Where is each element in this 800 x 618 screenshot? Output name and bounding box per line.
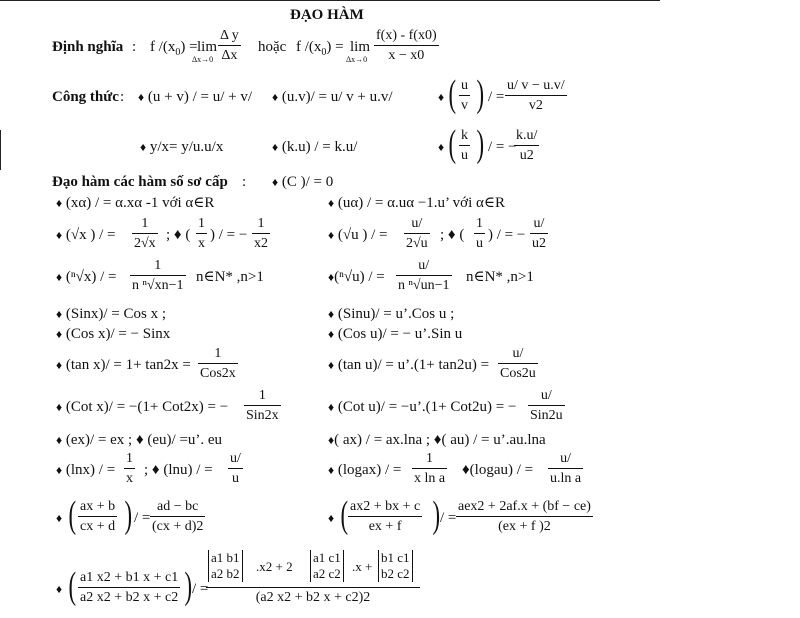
formula-cos-x [56, 327, 170, 342]
formula-power-x-text: (xα) / = α.xα -1 với α∈R [65, 195, 215, 211]
formula-rational-term-2: .x + [352, 559, 373, 574]
formula-reciprocal-lhs [459, 128, 470, 164]
bullet-icon: ♦ [56, 196, 63, 210]
definition-lhs-end: ) = [180, 39, 198, 55]
formula-sqrt-x [56, 228, 115, 243]
formula-cot-u-num: u/ [528, 388, 565, 406]
formula-ln-u-frac [228, 451, 243, 487]
determinant-ab-row-2: a2 b2 [211, 566, 240, 581]
formula-tan-x-den: Cos2x [200, 366, 236, 381]
formula-homographic-rhs-den: (cx + d)2 [152, 519, 204, 534]
bullet-icon: ♦ [56, 433, 63, 447]
formula-reciprocal-lhs-num: k [459, 128, 470, 146]
formula-ln-u-num: u/ [228, 451, 243, 469]
determinant-ac-row-2: a2 c2 [313, 566, 341, 581]
definition-lhs2-sub: 0 [321, 47, 327, 58]
formula-quadratic-eq: / = [440, 510, 457, 526]
formula-quotient-lhs-num: u [459, 78, 470, 96]
formula-reciprocal-lhs-den: u [461, 148, 468, 163]
left-edge-mark [0, 130, 1, 170]
formula-cot-x-den: Sin2x [246, 408, 279, 423]
determinant-ab [208, 550, 243, 582]
formula-log-u: ♦(logau) / = [462, 462, 534, 478]
formula-tan-u-frac [498, 346, 538, 382]
formula-power-u-text: (uα) / = α.uα −1.u’ với α∈R [337, 195, 505, 211]
formula-cot-u-frac [528, 388, 565, 424]
formula-rational-lhs [78, 570, 180, 606]
formulas-label: Công thức [52, 89, 119, 105]
bullet-icon: ♦ [328, 433, 335, 447]
formula-tan-x-text: (tan x)/ = 1+ tan2x = [65, 357, 191, 373]
top-rule [0, 0, 660, 1]
formula-rational-lhs-den: a2 x2 + b2 x + c2 [80, 590, 179, 605]
paren-left: ( [340, 494, 349, 536]
formula-recip-x-open: ; ♦ ( [166, 227, 191, 243]
formula-reciprocal-rhs-den: u2 [519, 148, 534, 163]
formula-ln-x-text: (lnx) / = [65, 462, 116, 478]
formula-rational-term-1: .x2 + 2 [256, 559, 293, 574]
formula-nroot-u-text: (ⁿ√u) / = [334, 269, 385, 285]
formula-homographic-rhs-num: ad − bc [150, 499, 205, 517]
formula-recip-u-inner-den: u [476, 236, 483, 251]
formula-sin-x [56, 307, 166, 322]
formula-quadratic-rhs-num: aex2 + 2af.x + (bf − ce) [456, 499, 593, 517]
formula-sqrt-u-den: 2√u [406, 236, 428, 251]
bullet-icon: ♦ [56, 358, 63, 372]
formula-cos-u-text: (Cos u)/ = − u’.Sin u [337, 326, 463, 342]
formula-rational-bullet [56, 582, 62, 597]
formula-quadratic-rhs-den: (ex + f )2 [498, 519, 551, 534]
definition-label: Định nghĩa [52, 39, 124, 55]
formula-ln-x [56, 463, 115, 478]
formula-nroot-u [328, 270, 385, 285]
definition-lim: lim [197, 39, 218, 55]
formula-quadratic-lhs [348, 499, 422, 535]
formula-cot-x-num: 1 [244, 388, 281, 406]
formula-nroot-x [56, 270, 116, 285]
bullet-icon: ♦ [140, 140, 147, 154]
formula-quotient-rhs-den: v2 [528, 98, 543, 113]
bullet-icon: ♦ [328, 228, 335, 242]
formula-ln-u-den: u [231, 471, 239, 486]
formula-quotient-rhs [505, 78, 567, 114]
formula-recip-u-den: u2 [532, 236, 546, 251]
bullet-icon: ♦ [56, 327, 63, 341]
formula-nroot-u-num: u/ [396, 258, 452, 276]
formula-exp-a [328, 433, 546, 448]
formula-cot-u-den: Sin2u [530, 408, 563, 423]
formula-tan-u-den: Cos2u [500, 366, 536, 381]
formula-log-u-den: u.ln a [550, 471, 582, 486]
formula-ln-x-den: x [126, 471, 133, 486]
formula-quadratic-lhs-num: ax2 + bx + c [348, 499, 422, 517]
bullet-icon: ♦ [438, 90, 445, 104]
determinant-bc [378, 550, 413, 582]
definition-lhs-sub: 0 [175, 47, 181, 58]
formula-nroot-x-cond: n∈N* ,n>1 [196, 269, 264, 285]
bullet-icon: ♦ [56, 228, 63, 242]
definition-or: hoặc [258, 39, 287, 55]
bullet-icon: ♦ [328, 511, 335, 525]
formula-reciprocal-bullet [438, 140, 444, 155]
definition-lhs [150, 40, 198, 58]
paren-right: ) [476, 123, 485, 165]
formula-sum [138, 90, 252, 105]
definition-frac-1-den: Δx [221, 48, 238, 63]
formula-recip-u-inner [474, 216, 485, 252]
formula-quadratic-rhs [456, 499, 593, 535]
formula-recip-x-inner-num: 1 [196, 216, 207, 234]
definition-colon: : [132, 39, 137, 55]
definition-lim-2: lim [350, 39, 371, 55]
formula-chain [140, 140, 223, 155]
bullet-icon: ♦ [328, 270, 335, 284]
formula-tan-x-num: 1 [198, 346, 238, 364]
formula-recip-u-eq: ) / = − [488, 227, 526, 243]
formula-nroot-x-num: 1 [130, 258, 186, 276]
formula-recip-u-num: u/ [530, 216, 548, 234]
definition-frac-1 [218, 28, 241, 64]
bullet-icon: ♦ [328, 400, 335, 414]
formula-exp [56, 433, 222, 448]
formula-quotient-rhs-num: u/ v − u.v/ [505, 78, 567, 96]
formula-sin-u [328, 307, 454, 322]
formula-quotient-lhs-den: v [461, 98, 468, 113]
elementary-colon: : [242, 174, 247, 190]
formula-homographic-bullet [56, 511, 62, 526]
formula-cos-u [328, 327, 462, 342]
formula-cot-u-text: (Cot u)/ = −u’.(1+ Cot2u) = − [337, 399, 517, 415]
formula-recip-x-num: 1 [252, 216, 270, 234]
bullet-icon: ♦ [328, 327, 335, 341]
determinant-ab-row-1: a1 b1 [211, 550, 240, 565]
formula-nroot-x-den: n ⁿ√xn−1 [132, 278, 184, 293]
formula-recip-u-frac [530, 216, 548, 252]
bullet-icon: ♦ [328, 358, 335, 372]
bullet-icon: ♦ [328, 307, 335, 321]
formula-nroot-u-frac [396, 258, 452, 294]
formula-homographic-lhs-num: ax + b [78, 499, 117, 517]
bullet-icon: ♦ [272, 90, 279, 104]
formula-log-u-frac [548, 451, 583, 487]
formula-power-x [56, 196, 214, 211]
definition-lhs-text: f /(x [150, 39, 176, 55]
formula-homographic-rhs [150, 499, 205, 535]
formula-product-text: (u.v)/ = u/ v + u.v/ [281, 89, 393, 105]
paren-right: ) [432, 494, 441, 536]
formula-nroot-x-text: (ⁿ√x) / = [65, 269, 117, 285]
paren-right: ) [124, 494, 133, 536]
definition-frac-1-num: Δ y [218, 28, 241, 46]
formula-sin-u-text: (Sinu)/ = u’.Cos u ; [337, 306, 455, 322]
formula-log-x [328, 463, 401, 478]
page-title: ĐẠO HÀM [290, 7, 364, 23]
formula-tan-u-num: u/ [498, 346, 538, 364]
formula-tan-u-text: (tan u)/ = u’.(1+ tan2u) = [337, 357, 490, 373]
bullet-icon: ♦ [56, 511, 63, 525]
definition-frac-2 [374, 28, 439, 64]
formula-homographic-lhs [78, 499, 117, 535]
formula-cos-x-text: (Cos x)/ = − Sinx [65, 326, 171, 342]
bullet-icon: ♦ [272, 140, 279, 154]
formula-ln-x-num: 1 [124, 451, 135, 469]
formula-nroot-x-frac [130, 258, 186, 294]
formula-reciprocal-rhs-num: k.u/ [514, 128, 539, 146]
formula-recip-x-inner [196, 216, 207, 252]
bullet-icon: ♦ [438, 140, 445, 154]
bullet-icon: ♦ [56, 400, 63, 414]
formula-ln-u: ; ♦ (lnu) / = [144, 462, 213, 478]
formula-power-u [328, 196, 505, 211]
formula-quotient-bullet [438, 90, 444, 105]
determinant-bc-row-2: b2 c2 [381, 566, 410, 581]
formula-homographic-lhs-den: cx + d [80, 519, 116, 534]
paren-right: ) [184, 565, 193, 607]
formula-log-x-frac [412, 451, 447, 487]
formula-quadratic-bullet [328, 511, 334, 526]
formula-cot-u [328, 400, 516, 415]
formula-recip-x-inner-den: x [198, 236, 205, 251]
formula-sqrt-u-frac [404, 216, 430, 252]
formula-sqrt-x-frac [132, 216, 158, 252]
formula-log-x-den: x ln a [414, 471, 446, 486]
paren-left: ( [448, 123, 457, 165]
formula-constant-text: (C )/ = 0 [281, 174, 334, 190]
formula-log-x-text: (logax) / = [337, 462, 402, 478]
formula-nroot-u-cond: n∈N* ,n>1 [466, 269, 534, 285]
bullet-icon: ♦ [328, 463, 335, 477]
paren-left: ( [68, 494, 77, 536]
formula-quotient-eq: / = [488, 89, 505, 105]
formula-sqrt-u [328, 228, 387, 243]
formula-sqrt-x-den: 2√x [134, 236, 156, 251]
bullet-icon: ♦ [272, 175, 279, 189]
formula-sqrt-x-text: (√x ) / = [65, 227, 116, 243]
formula-tan-x [56, 358, 191, 373]
formula-recip-x-frac [252, 216, 270, 252]
paren-left: ( [68, 565, 77, 607]
formula-exp-a-text: ( ax) / = ax.lna ; ♦( au) / = u’.au.lna [334, 432, 546, 448]
formula-quotient-lhs [459, 78, 470, 114]
formula-reciprocal-eq: / = − [488, 139, 517, 155]
definition-frac-2-den: x − x0 [388, 48, 425, 63]
formula-sqrt-u-text: (√u ) / = [337, 227, 388, 243]
formula-log-u-num: u/ [548, 451, 583, 469]
formula-recip-u-inner-num: 1 [474, 216, 485, 234]
formula-sqrt-x-num: 1 [132, 216, 158, 234]
formula-recip-u-open: ; ♦ ( [440, 227, 465, 243]
formula-tan-x-frac [198, 346, 238, 382]
formula-cot-x-text: (Cot x)/ = −(1+ Cot2x) = − [65, 399, 229, 415]
formula-homographic-eq: / = [134, 510, 151, 526]
formula-ln-x-frac [124, 451, 135, 487]
definition-lim-2-under: Δx→0 [346, 55, 368, 64]
formula-sin-x-text: (Sinx)/ = Cos x ; [65, 306, 167, 322]
formula-recip-x-eq: ) / = − [210, 227, 248, 243]
bullet-icon: ♦ [56, 270, 63, 284]
formula-rational-rhs-num [206, 548, 420, 588]
bullet-icon: ♦ [56, 463, 63, 477]
determinant-ac-row-1: a1 c1 [313, 550, 341, 565]
formula-scalar [272, 140, 357, 155]
formula-cot-x-frac [244, 388, 281, 424]
formula-exp-text: (ex)/ = ex ; ♦ (eu)/ =u’. eu [65, 432, 223, 448]
bullet-icon: ♦ [56, 307, 63, 321]
bullet-icon: ♦ [56, 582, 63, 596]
formula-log-x-num: 1 [412, 451, 447, 469]
formula-tan-u [328, 358, 489, 373]
formula-constant [272, 175, 333, 190]
formula-cot-x [56, 400, 228, 415]
formula-sum-text: (u + v) / = u/ + v/ [147, 89, 252, 105]
determinant-ac [310, 550, 344, 582]
definition-lhs2-end: ) = [326, 39, 344, 55]
definition-lim-under: Δx→0 [192, 55, 214, 64]
definition-frac-2-num: f(x) - f(x0) [374, 28, 439, 46]
formula-quadratic-lhs-den: ex + f [368, 519, 402, 534]
bullet-icon: ♦ [138, 90, 145, 104]
formula-chain-text: y/x= y/u.u/x [149, 139, 224, 155]
formulas-colon: : [120, 89, 125, 105]
determinant-bc-row-1: b1 c1 [381, 550, 410, 565]
formula-rational-rhs [206, 548, 420, 606]
formula-sqrt-u-num: u/ [404, 216, 430, 234]
formula-product [272, 90, 393, 105]
formula-recip-x-den: x2 [254, 236, 268, 251]
definition-lhs2-text: f /(x [296, 39, 322, 55]
paren-left: ( [448, 73, 457, 115]
formula-reciprocal-rhs [514, 128, 539, 164]
formula-nroot-u-den: n ⁿ√un−1 [398, 278, 450, 293]
bullet-icon: ♦ [328, 196, 335, 210]
definition-lhs-2 [296, 40, 344, 58]
formula-rational-rhs-den: (a2 x2 + b2 x + c2)2 [255, 590, 371, 605]
formula-rational-eq: / = [192, 581, 209, 597]
elementary-label: Đạo hàm các hàm số sơ cấp [52, 174, 228, 190]
formula-rational-lhs-num: a1 x2 + b1 x + c1 [78, 570, 180, 588]
formula-scalar-text: (k.u) / = k.u/ [281, 139, 358, 155]
paren-right: ) [476, 73, 485, 115]
